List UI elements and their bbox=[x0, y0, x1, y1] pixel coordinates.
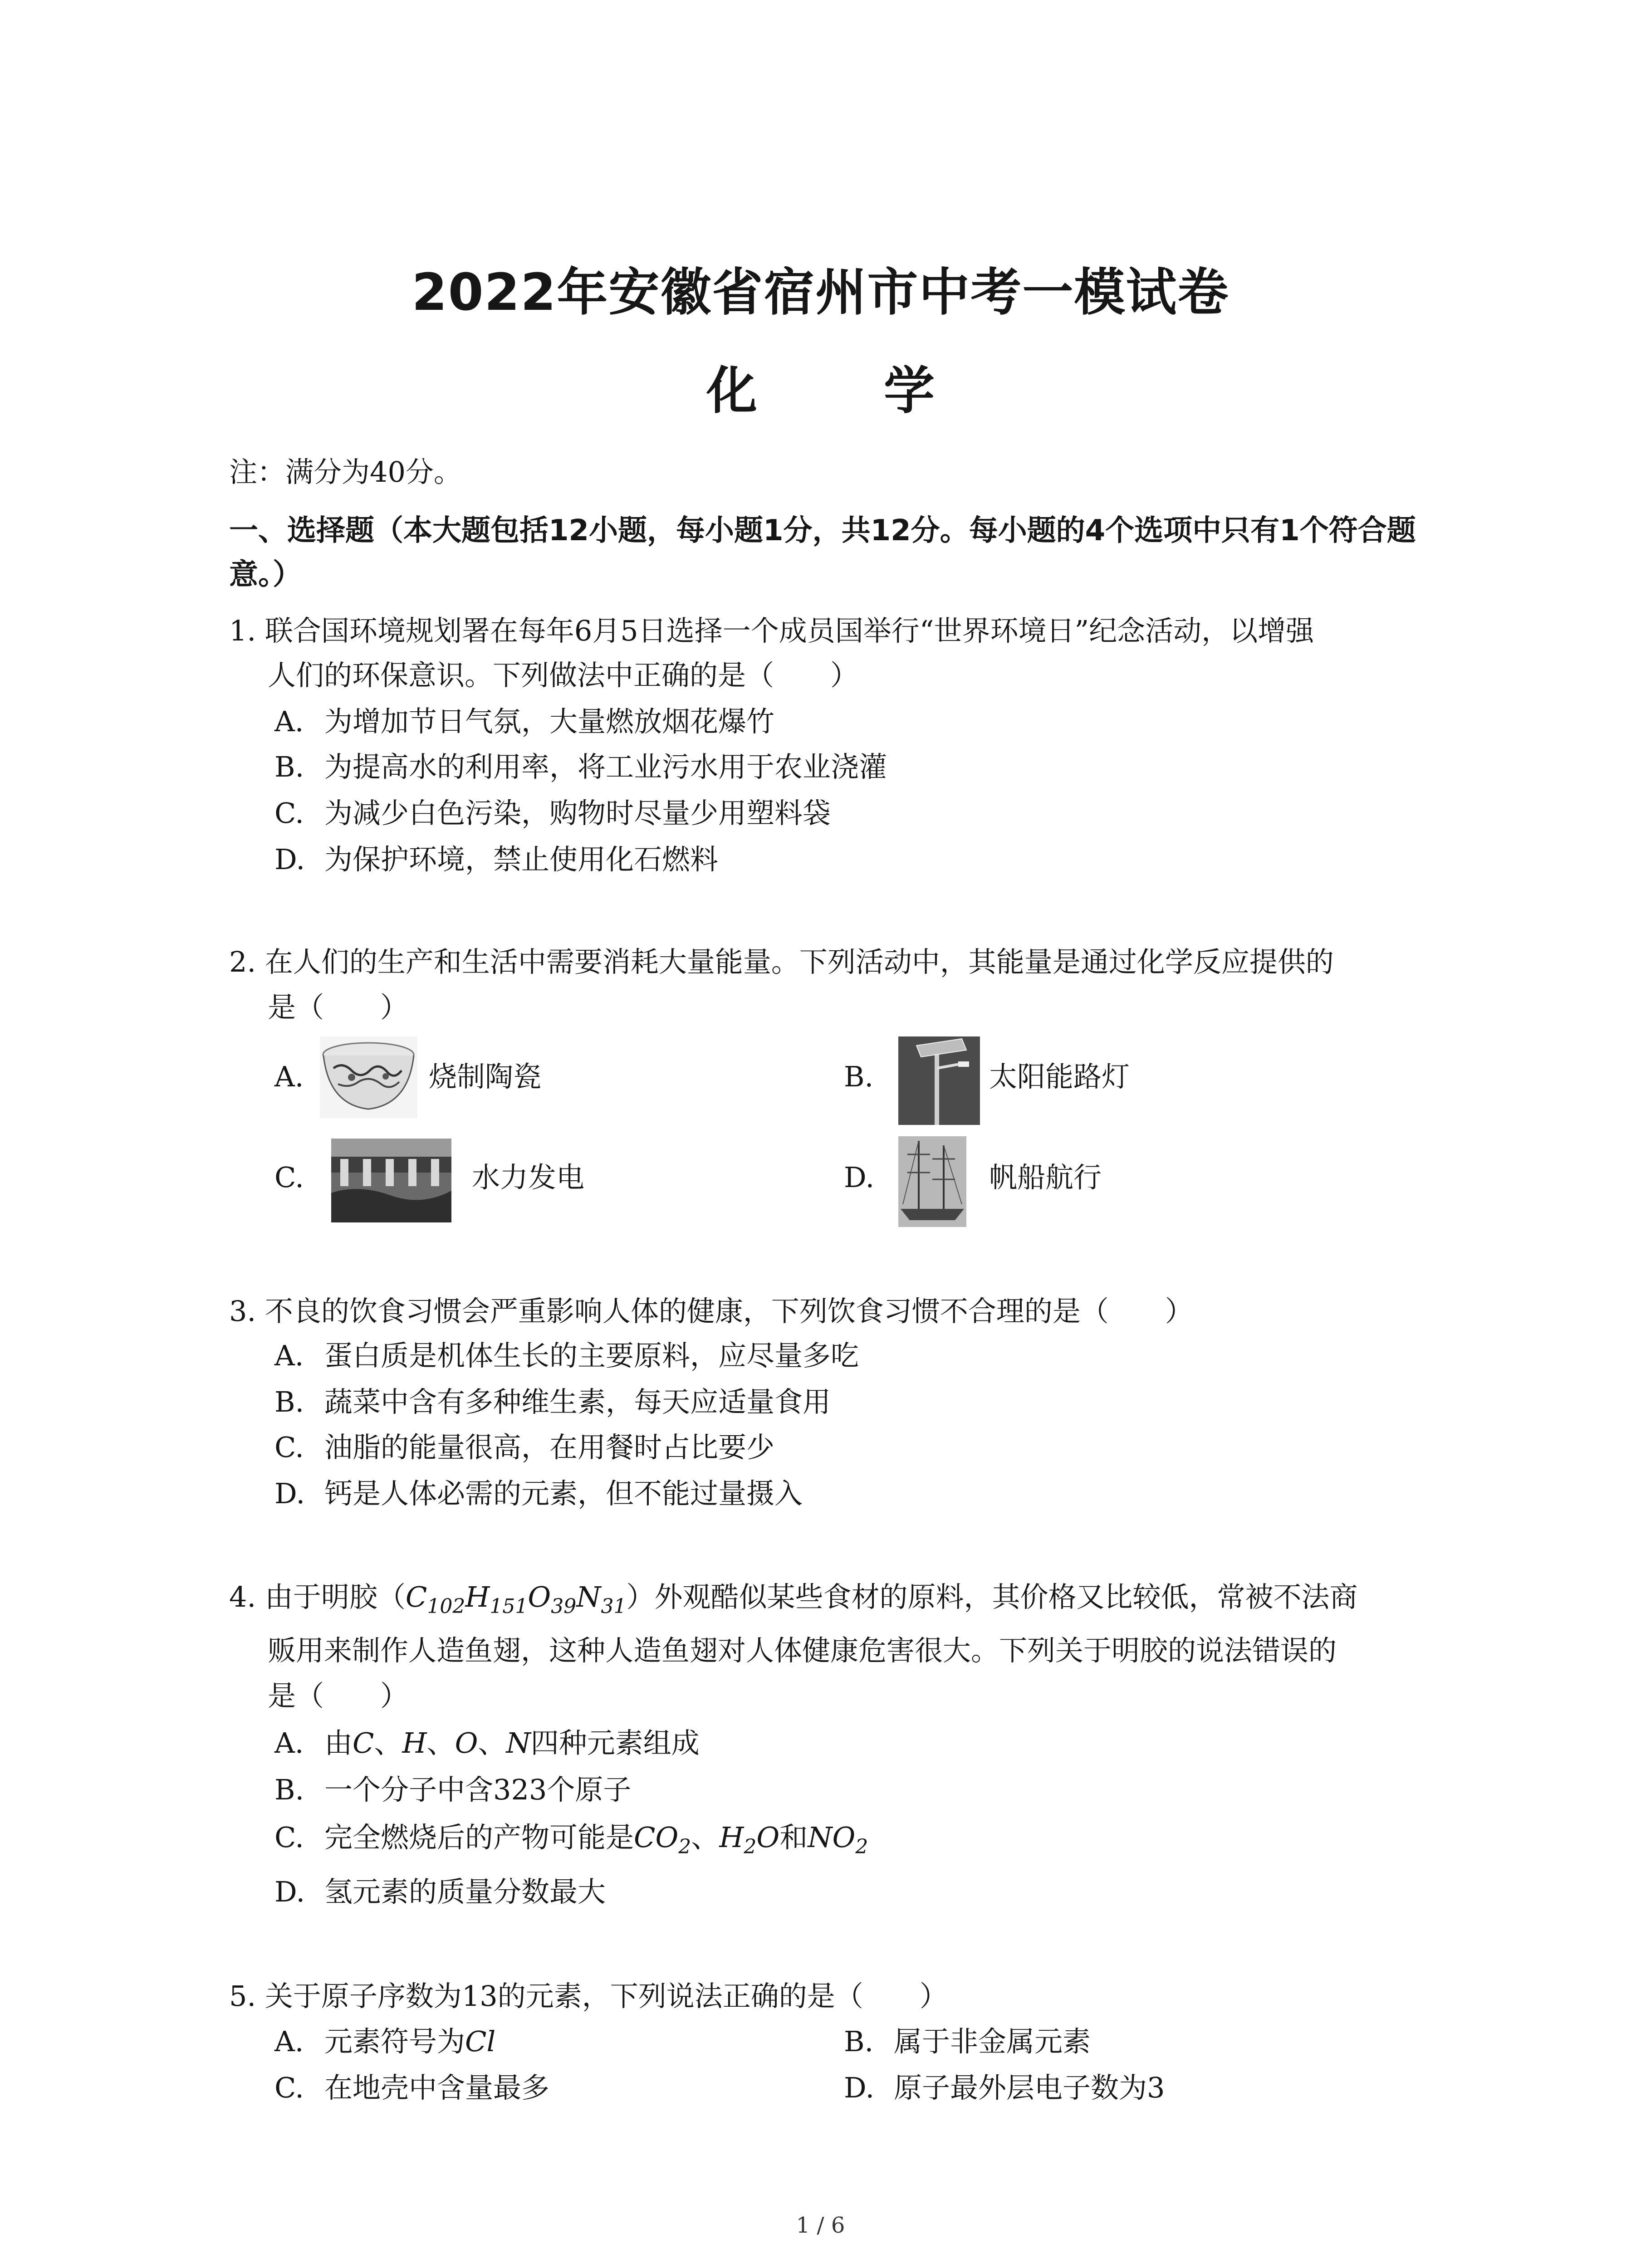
subject-title: 化 学 bbox=[706, 362, 989, 420]
q5-option-a: A. 元素符号为Cl bbox=[274, 2025, 496, 2058]
solar-street-lamp-icon bbox=[898, 1036, 980, 1125]
q2-option-c-letter: C. bbox=[274, 1161, 304, 1194]
gelatin-formula: $C_{102}H_{151}O_{39}N_{31}$ bbox=[405, 1580, 627, 1618]
q1-option-b: B. 为提高水的利用率，将工业污水用于农业浇灌 bbox=[274, 750, 887, 783]
sailing-ship-icon bbox=[898, 1136, 966, 1227]
q5-option-d: D. 原子最外层电子数为3 bbox=[844, 2071, 1165, 2104]
q3-option-b: B. 蔬菜中含有多种维生素，每天应适量食用 bbox=[274, 1385, 831, 1418]
section-heading: 一、选择题（本大题包括12小题，每小题1分，共12分。每小题的4个选项中只有1个符合题 bbox=[229, 514, 1416, 547]
q5-stem: 5. 关于原子序数为13的元素，下列说法正确的是（ ） bbox=[229, 1980, 948, 2013]
q1-stem-cont: 人们的环保意识。下列做法中正确的是（ ） bbox=[268, 659, 859, 692]
q2-option-a-text: 烧制陶瓷 bbox=[429, 1060, 542, 1093]
q4-stem-cont: 贩用来制作人造鱼翅，这种人造鱼翅对人体健康危害很大。下列关于明胶的说法错误的 bbox=[268, 1634, 1337, 1667]
page-number: 1 / 6 bbox=[796, 2213, 845, 2238]
q1-stem: 1. 联合国环境规划署在每年6月5日选择一个成员国举行“世界环境日”纪念活动，以增强 bbox=[229, 614, 1314, 647]
q1-option-a: A. 为增加节日气氛，大量燃放烟花爆竹 bbox=[274, 705, 775, 738]
q3-option-c: C. 油脂的能量很高，在用餐时占比要少 bbox=[274, 1431, 775, 1464]
q2-option-d-text: 帆船航行 bbox=[989, 1161, 1102, 1194]
q2-option-b-text: 太阳能路灯 bbox=[989, 1060, 1130, 1093]
q4-option-d: D. 氢元素的质量分数最大 bbox=[274, 1875, 606, 1908]
porcelain-bowl-icon bbox=[320, 1036, 417, 1118]
q3-option-d: D. 钙是人体必需的元素，但不能过量摄入 bbox=[274, 1477, 803, 1510]
score-note: 注：满分为40分。 bbox=[229, 455, 462, 489]
exam-title: 2022年安徽省宿州市中考一模试卷 bbox=[411, 263, 1230, 322]
q4-stem-cont-2: 是（ ） bbox=[268, 1679, 409, 1712]
q2-option-b-letter: B. bbox=[844, 1060, 874, 1093]
q1-option-c: C. 为减少白色污染，购物时尽量少用塑料袋 bbox=[274, 797, 831, 830]
q3-stem: 3. 不良的饮食习惯会严重影响人体的健康，下列饮食习惯不合理的是（ ） bbox=[229, 1295, 1193, 1328]
q2-option-a-letter: A. bbox=[274, 1060, 304, 1093]
q5-option-c: C. 在地壳中含量最多 bbox=[274, 2071, 550, 2104]
q2-option-c-text: 水力发电 bbox=[472, 1161, 585, 1194]
q4-stem: 4. 由于明胶$(C_{102}H_{151}O_{39}N_{31})$外观酷似某些食材的原料，其价格又比较低，常被不法商 bbox=[229, 1580, 1358, 1618]
q2-stem-cont: 是（ ） bbox=[268, 991, 409, 1024]
q2-stem: 2. 在人们的生产和生活中需要消耗大量能量。下列活动中，其能量是通过化学反应提供的 bbox=[229, 945, 1334, 978]
section-heading-cont: 意。） bbox=[229, 558, 302, 591]
hydro-dam-icon bbox=[331, 1139, 451, 1222]
q4-option-c: C. 完全燃烧后的产物可能是$CO_2$、$H_2O$和$NO_2$ bbox=[274, 1821, 868, 1858]
q2-option-d-letter: D. bbox=[844, 1161, 875, 1194]
q1-option-d: D. 为保护环境，禁止使用化石燃料 bbox=[274, 843, 719, 876]
q5-option-b: B. 属于非金属元素 bbox=[844, 2025, 1091, 2058]
q4-option-b: B. 一个分子中含323个原子 bbox=[274, 1773, 632, 1806]
q3-option-a: A. 蛋白质是机体生长的主要原料，应尽量多吃 bbox=[274, 1339, 859, 1372]
q4-option-a: A. 由C、H、O、N四种元素组成 bbox=[274, 1726, 700, 1760]
